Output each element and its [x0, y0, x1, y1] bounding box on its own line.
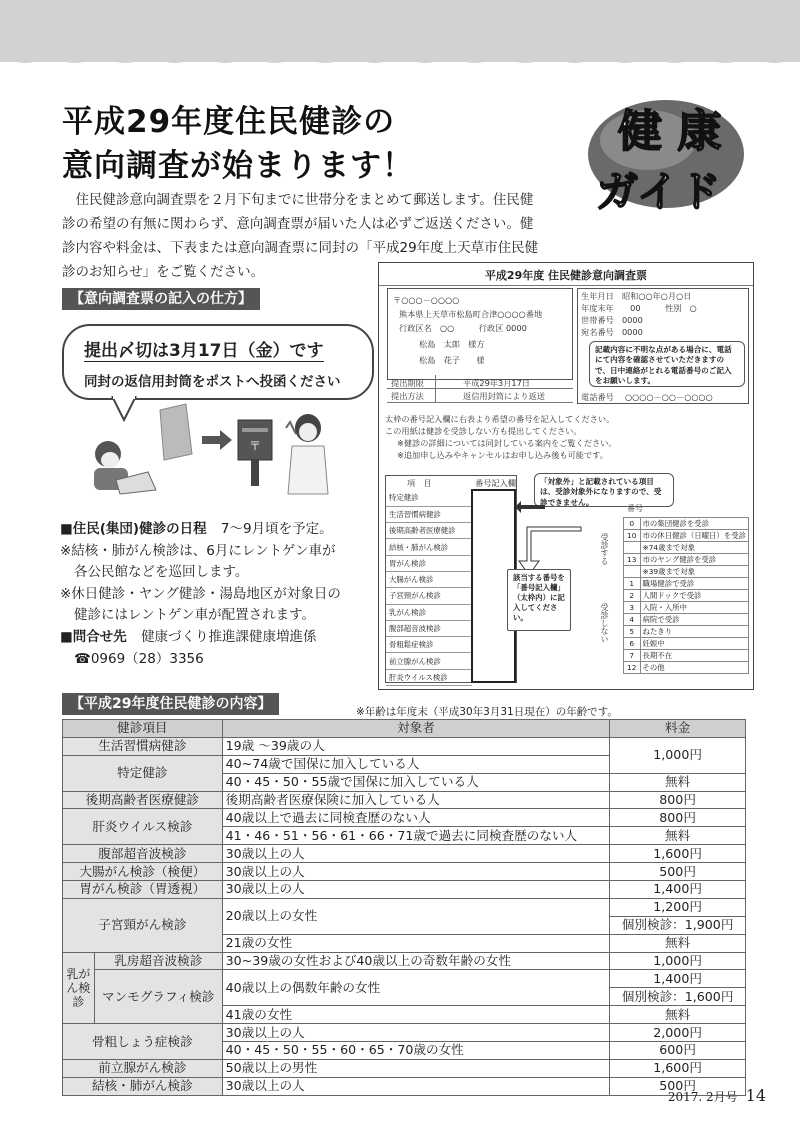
form-noattend-label: 受診しない — [600, 603, 609, 643]
code-number: 0 — [624, 518, 641, 530]
form-item-row — [386, 490, 472, 506]
table-row: 子宮頸がん検診 20歳以上の女性 1,200円 — [63, 898, 746, 916]
code-number: 5 — [624, 626, 641, 638]
arrow-icon — [202, 430, 232, 450]
info-block — [60, 519, 380, 670]
table-row: 個別検診：1,600円 — [63, 988, 746, 1006]
code-row — [624, 518, 749, 530]
header-item: 健診項目 — [63, 720, 223, 738]
code-number: 12 — [624, 662, 641, 674]
code-number: 2 — [624, 590, 641, 602]
form-birth: 生年月日 昭和○○年○月○日 — [581, 291, 692, 301]
code-number: 1 — [624, 578, 641, 590]
section-header-howto: 【意向調査票の記入の仕方】 — [62, 288, 260, 310]
form-item-label: 結核・肺がん検診 — [386, 539, 472, 555]
title-line-1: 平成29年度住民健診の — [62, 104, 396, 140]
items-table — [386, 490, 472, 686]
form-item-label: 生活習慣病健診 — [386, 506, 472, 522]
contact-row — [60, 627, 380, 649]
form-name-1: 松島 太郎 様方 — [419, 339, 485, 349]
table-row: 大腸がん検診（検便） 30歳以上の人 500円 — [63, 863, 746, 881]
mailbox-icon — [238, 420, 272, 486]
mailing-illustration — [86, 398, 336, 498]
code-number: 3 — [624, 602, 641, 614]
code-text: 市の集団健診を受診 — [640, 518, 748, 530]
form-item-label: 特定健診 — [386, 490, 472, 506]
note-1b: 各公民館などを巡回します。 — [74, 564, 249, 581]
form-item-row — [386, 539, 472, 555]
form-note-excluded: 「対象外」と記載されている項目は、受診対象外になりますので、受診できません。 — [534, 473, 674, 507]
code-row — [624, 614, 749, 626]
section-header-contents: 【平成29年度住民健診の内容】 — [62, 693, 279, 715]
code-number — [624, 542, 641, 554]
table-row: 肝炎ウイルス検診 40歳以上で過去に同検査歴のない人 800円 — [63, 809, 746, 827]
form-item-label: 胃がん検診 — [386, 555, 472, 571]
table-row: 40・45・50・55歳で国保に加入している人 無料 — [63, 773, 746, 791]
form-phone-value: ○○○○－○○－○○○○ — [625, 392, 713, 402]
intro-text: 住民健診意向調査票を２月下旬までに世帯分をまとめて郵送します。住民健診の希望の有無に関わらず、意向調査票が届いた人は必ずご返送ください。健診内容や料金は、下表または意向調査票に同封の「平成29年度上天草市住民健診のお知らせ」をご覧ください。 — [62, 192, 539, 280]
form-note-top: 記載内容に不明な点がある場合に、電話にて内容を確認させていただきますので、日中連絡がとれる電話番号のご記入をお願いします。 — [589, 341, 745, 387]
health-guide-logo — [578, 82, 748, 222]
checkup-contents-table — [62, 719, 746, 1096]
form-item-row — [386, 588, 472, 604]
logo-line-1: 健 康 — [618, 106, 722, 157]
table-row: 特定健診 40~74歳で国保に加入している人 — [63, 755, 746, 773]
code-row — [624, 602, 749, 614]
header-target: 対象者 — [222, 720, 610, 738]
page-footer — [668, 1086, 766, 1105]
form-district: 行政区名 ○○ 行政区 0000 — [399, 323, 527, 333]
code-number: 7 — [624, 650, 641, 662]
svg-text:〒: 〒 — [249, 439, 262, 453]
header-fee: 料金 — [610, 720, 746, 738]
code-text: 市のヤング健診を受診 — [640, 554, 748, 566]
codes-table — [623, 517, 749, 674]
code-row — [624, 590, 749, 602]
form-item-row — [386, 604, 472, 620]
form-item-label: 前立腺がん検診 — [386, 653, 472, 669]
form-item-row — [386, 555, 472, 571]
deadline-main-text: 提出〆切は3月17日（金）です — [84, 336, 324, 362]
code-text: 市の休日健診（日曜日）を受診 — [640, 530, 748, 542]
table-row: 胃がん検診（胃透視） 30歳以上の人 1,400円 — [63, 881, 746, 899]
form-item-label: 乳がん検診 — [386, 604, 472, 620]
table-header-row — [63, 720, 746, 738]
code-text: 長期不在 — [640, 650, 748, 662]
form-postal: 〒○○○－○○○○ — [393, 295, 460, 305]
form-item-row — [386, 669, 472, 685]
code-number: 10 — [624, 530, 641, 542]
col-num: 番号記入欄 — [475, 478, 516, 488]
table-row: 後期高齢者医療健診 後期高齢者医療保険に加入している人 800円 — [63, 791, 746, 809]
form-inst-3: ※健診の詳細については同封している案内をご覧ください。 — [397, 438, 617, 448]
code-row — [624, 554, 749, 566]
form-inst-4: ※追加申し込みやキャンセルはお申し込み後も可能です。 — [397, 450, 608, 460]
form-note-write: 該当する番号を「番号記入欄」（太枠内）に記入してください。 — [507, 569, 571, 631]
code-text: 職場健診で受診 — [640, 578, 748, 590]
breast-group-label: 乳がん検診 — [63, 952, 95, 1024]
form-address: 熊本県上天草市松島町合津○○○○番地 — [399, 309, 543, 319]
code-number — [624, 566, 641, 578]
contact-title: ■問合せ先 — [60, 628, 127, 645]
code-row — [624, 578, 749, 590]
code-text: その他 — [640, 662, 748, 674]
code-row — [624, 650, 749, 662]
form-item-row — [386, 653, 472, 669]
table-row: 腹部超音波検診 30歳以上の人 1,600円 — [63, 845, 746, 863]
form-item-label: 腹部超音波検診 — [386, 620, 472, 636]
deadline-bubble — [62, 324, 374, 400]
table-row: 前立腺がん検診 50歳以上の男性 1,600円 — [63, 1059, 746, 1077]
table-row: 21歳の女性 無料 — [63, 934, 746, 952]
code-row — [624, 530, 749, 542]
form-name-2: 松島 花子 様 — [419, 355, 485, 365]
schedule-text: 7～9月頃を予定。 — [220, 521, 333, 537]
code-text: 病院で受診 — [640, 614, 748, 626]
table-row: 40・45・50・55・60・65・70歳の女性 600円 — [63, 1042, 746, 1060]
age-note: ※年齢は年度末（平成30年3月31日現在）の年齢です。 — [356, 706, 618, 718]
form-attend-label: 受診する — [600, 533, 609, 565]
form-age: 年度末年 00 性別 ○ — [581, 303, 697, 313]
col-item: 項 目 — [407, 478, 432, 488]
table-row: 骨粗しょう症検診 30歳以上の人 2,000円 — [63, 1024, 746, 1042]
page-number: 14 — [745, 1086, 766, 1105]
table-row: 41・46・51・56・61・66・71歳で過去に同検査歴のない人 無料 — [63, 827, 746, 845]
form-num-header: 番号 — [627, 504, 643, 513]
form-deadline-label: 提出期限 — [391, 378, 424, 388]
code-number: 13 — [624, 554, 641, 566]
form-item-label: 子宮頸がん検診 — [386, 588, 472, 604]
contact-text: 健康づくり推進課健康増進係 — [141, 628, 317, 645]
header-band — [0, 0, 800, 62]
code-row — [624, 566, 749, 578]
header-scallop — [0, 55, 800, 71]
note-2a: ※休日健診・ヤング健診・湯島地区が対象日の — [60, 585, 341, 602]
deadline-sub-text: 同封の返信用封筒をポストへ投函ください — [84, 374, 341, 390]
table-row: 41歳の女性 無料 — [63, 1006, 746, 1024]
issue-label: 2017. 2月号 — [667, 1090, 738, 1104]
code-number: 6 — [624, 638, 641, 650]
form-item-label: 後期高齢者医療健診 — [386, 523, 472, 539]
code-text: 人間ドックで受診 — [640, 590, 748, 602]
form-phone-label: 電話番号 — [581, 392, 614, 402]
table-row: 個別検診：1,900円 — [63, 916, 746, 934]
form-inst-2: この用紙は健診を受診しない方も提出してください。 — [385, 426, 582, 436]
page-title — [62, 100, 414, 188]
code-row — [624, 626, 749, 638]
code-text: ※39歳まで対象 — [640, 566, 748, 578]
envelope-icon — [160, 404, 192, 460]
form-item-label: 骨粗鬆症検診 — [386, 637, 472, 653]
note-2b: 健診にはレントゲン車が配置されます。 — [74, 607, 316, 624]
code-text: ※74歳まで対象 — [640, 542, 748, 554]
schedule-title: ■住民(集団)健診の日程 — [60, 521, 207, 537]
form-item-row — [386, 620, 472, 636]
schedule-row — [60, 519, 380, 541]
table-row: 乳がん検診 乳房超音波検診 30~39歳の女性および40歳以上の奇数年齢の女性 1,000円 — [63, 952, 746, 970]
contact-phone: ☎0969（28）3356 — [74, 650, 204, 667]
form-item-label: 大腸がん検診 — [386, 571, 472, 587]
form-household: 世帯番号 0000 — [581, 315, 643, 325]
form-title: 平成29年度 住民健診意向調査票 — [484, 269, 648, 282]
table-row: 生活習慣病健診 19歳 ～39歳の人 1,000円 — [63, 737, 746, 755]
form-addressee: 宛名番号 0000 — [581, 327, 643, 337]
form-item-row — [386, 637, 472, 653]
logo-line-2: ガイド — [596, 167, 721, 216]
nurse-icon — [286, 414, 328, 494]
form-inst-1: 太枠の番号記入欄に右表より希望の番号を記入してください。 — [385, 414, 615, 424]
code-row — [624, 542, 749, 554]
code-number: 4 — [624, 614, 641, 626]
form-item-row — [386, 506, 472, 522]
note-1a: ※結核・肺がん検診は、6月にレントゲン車が — [60, 542, 336, 559]
code-text: 妊娠中 — [640, 638, 748, 650]
table-row: マンモグラフィ検診 40歳以上の偶数年齢の女性 1,400円 — [63, 970, 746, 988]
table-row: 結核・肺がん検診 30歳以上の人 500円 — [63, 1077, 746, 1095]
form-item-row — [386, 571, 472, 587]
survey-form-sample — [378, 262, 754, 690]
form-deadline-value: 平成29年3月17日 — [463, 378, 530, 388]
code-text: ねたきり — [640, 626, 748, 638]
person-writing-icon — [94, 441, 156, 494]
code-text: 入院・入所中 — [640, 602, 748, 614]
form-item-label: 肝炎ウイルス検診 — [386, 669, 472, 685]
code-row — [624, 662, 749, 674]
form-method-label: 提出方法 — [391, 391, 424, 401]
form-method-value: 返信用封筒により返送 — [463, 391, 545, 401]
title-line-2: 意向調査が始まります！ — [62, 148, 414, 184]
code-row — [624, 638, 749, 650]
form-item-row — [386, 523, 472, 539]
